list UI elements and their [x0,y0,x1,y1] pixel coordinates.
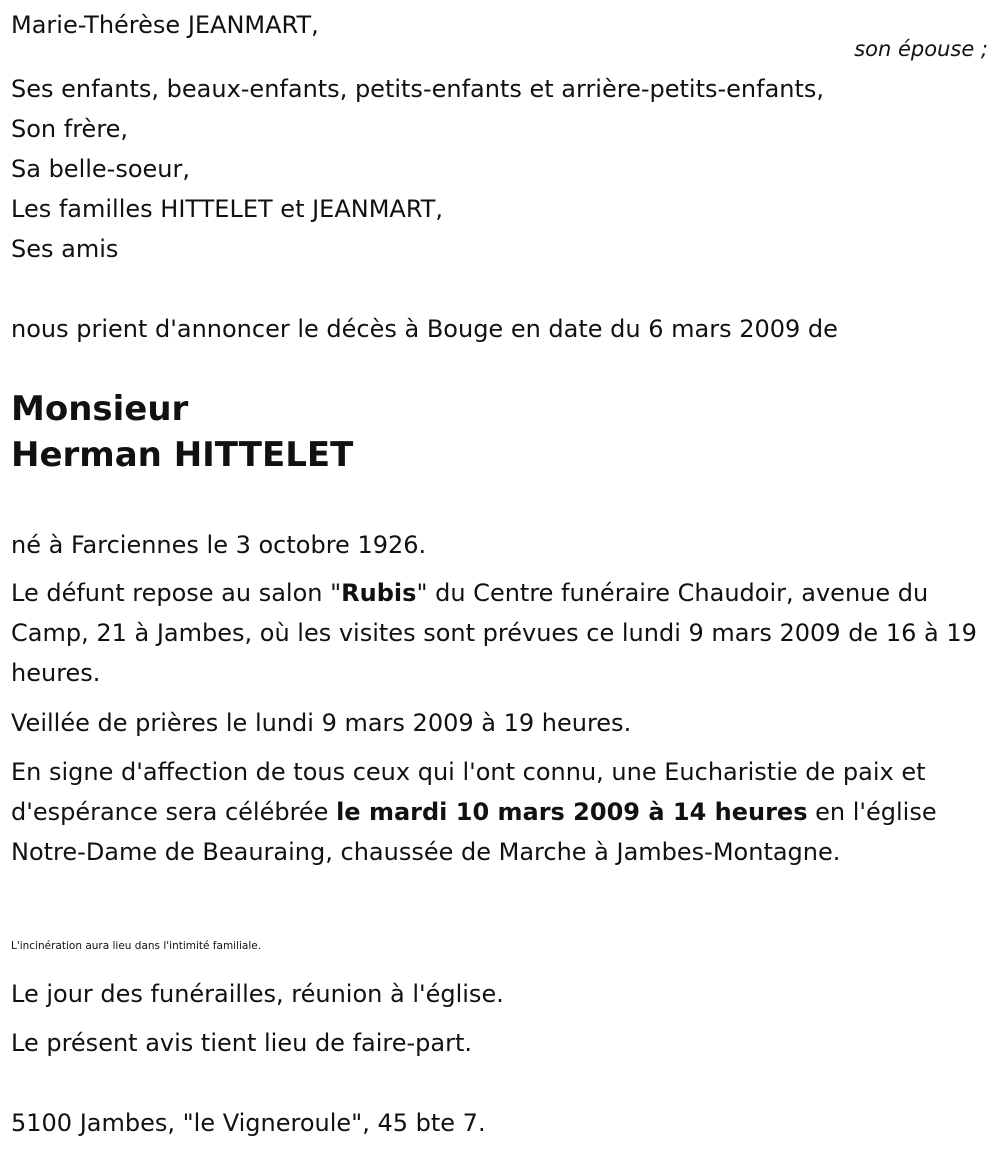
rest-text-after: " du Centre funéraire Chaudoir, avenue du Camp, 21 à Jambes, où les visites sont prévues ce lundi 9 mars 2009 de 16 à 19 heures. [11,579,977,687]
mass-text-after: en l'église Notre-Dame de Beauraing, chaussée de Marche à Jambes-Montagne. [11,798,937,866]
relatives-line-families: Les familles HITTELET et JEANMART, [11,195,444,223]
rest-text-before: Le défunt repose au salon " [11,579,342,607]
relatives-line-sister-in-law: Sa belle-soeur, [11,155,190,183]
vigil-info: Veillée de prières le lundi 9 mars 2009 à 19 heures. [11,709,632,737]
relatives-line-friends: Ses amis [11,235,119,263]
deceased-name: Herman HITTELET [11,435,354,475]
spouse-role: son épouse ; [854,37,988,61]
meeting-info: Le jour des funérailles, réunion à l'église. [11,980,504,1008]
birth-info: né à Farciennes le 3 octobre 1926. [11,531,427,559]
rest-paragraph [11,573,996,693]
cremation-note: L'incinération aura lieu dans l'intimité familiale. [11,940,262,952]
deceased-name-heading [11,386,353,478]
relatives-line-brother: Son frère, [11,115,129,143]
mass-date: le mardi 10 mars 2009 à 14 heures [336,798,808,826]
mass-paragraph [11,752,996,872]
mass-text-before: En signe d'affection de tous ceux qui l'ont connu, une Eucharistie de paix et d'espérance sera célébrée [11,758,926,826]
family-address: 5100 Jambes, "le Vigneroule", 45 bte 7. [11,1109,486,1137]
deceased-title: Monsieur [11,389,189,429]
salon-name: Rubis [341,579,417,607]
relatives-line-children: Ses enfants, beaux-enfants, petits-enfants et arrière-petits-enfants, [11,75,825,103]
spouse-name: Marie-Thérèse JEANMART, [11,11,319,39]
notice-info: Le présent avis tient lieu de faire-part. [11,1029,473,1057]
announcement-text: nous prient d'annoncer le décès à Bouge en date du 6 mars 2009 de [11,315,838,343]
